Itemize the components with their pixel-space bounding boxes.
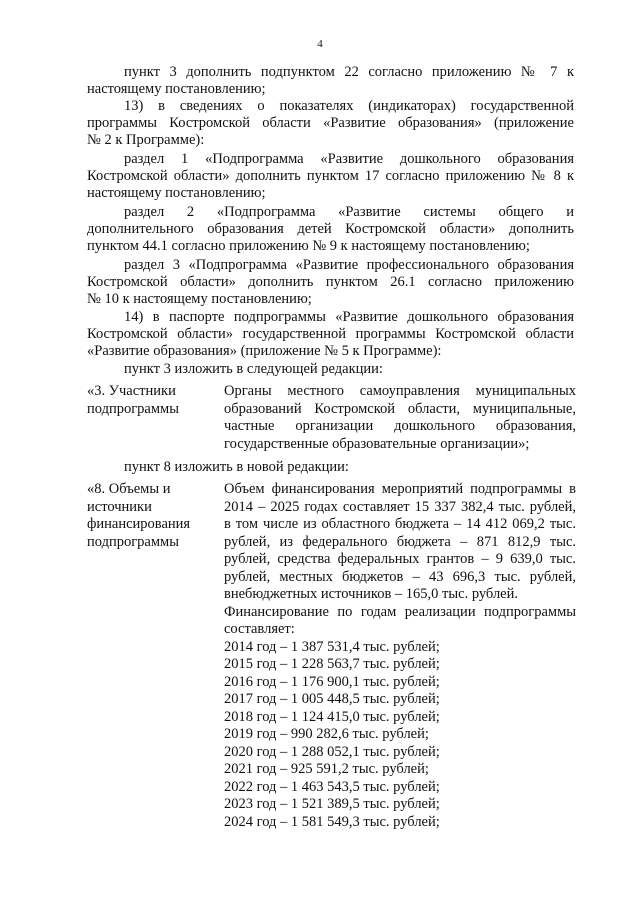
year-line: 2024 год – 1 581 549,3 тыс. рублей;	[224, 813, 440, 830]
value-line: рублей, из федерального бюджета – 871 812,9 тыс.	[224, 533, 576, 550]
value-line: Финансирование по годам реализации подпрограммы	[224, 603, 576, 620]
label-line: подпрограммы	[87, 533, 179, 550]
table2-value	[224, 481, 576, 831]
value-line: 2014 – 2025 годах составляет 15 337 382,4 тыс. рублей,	[224, 498, 576, 515]
paragraph-line: Костромской области» дополнить пунктом 26.1 согласно приложению	[87, 274, 574, 290]
paragraph-line: № 2 к Программе):	[87, 132, 205, 148]
value-line: рублей, местных бюджетов – 43 696,3 тыс. рублей,	[224, 568, 576, 585]
paragraph-line: «Развитие образования» (приложение № 5 к Программе):	[87, 343, 442, 359]
value-line: составляет:	[224, 621, 295, 637]
label-line: источники	[87, 498, 152, 515]
year-line: 2020 год – 1 288 052,1 тыс. рублей;	[224, 743, 440, 760]
table1-label	[87, 383, 179, 418]
paragraph-line: дополнительного образования детей Костромской области» дополнить	[87, 221, 574, 237]
label-line: финансирования	[87, 516, 191, 532]
year-line: 2014 год – 1 387 531,4 тыс. рублей;	[224, 638, 440, 655]
paragraph-line: 14) в паспорте подпрограммы «Развитие дошкольного образования	[124, 309, 574, 325]
paragraph-line: программы Костромской области «Развитие образования» (приложение	[87, 115, 574, 131]
paragraph-line: пунктом 44.1 согласно приложению № 9 к настоящему постановлению;	[87, 238, 530, 254]
page-number: 4	[317, 38, 323, 50]
value-line: образований Костромской области, муниципальные,	[224, 400, 576, 417]
year-line: 2018 год – 1 124 415,0 тыс. рублей;	[224, 708, 440, 725]
value-line: рублей, средства федеральных грантов – 9 639,0 тыс.	[224, 551, 576, 567]
paragraph-line: раздел 2 «Подпрограмма «Развитие системы общего и	[124, 204, 574, 220]
paragraph-line: настоящему постановлению;	[87, 185, 266, 201]
paragraph-line: Костромской области» государственной программы Костромской области	[87, 326, 574, 342]
paragraph-line: раздел 1 «Подпрограмма «Развитие дошкольного образования	[124, 151, 574, 167]
year-line: 2016 год – 1 176 900,1 тыс. рублей;	[224, 673, 440, 690]
year-line: 2019 год – 990 282,6 тыс. рублей;	[224, 726, 429, 742]
value-line: Органы местного самоуправления муниципальных	[224, 383, 576, 399]
table1-value	[224, 383, 576, 453]
label-line: «8. Объемы и	[87, 481, 171, 497]
label-line: подпрограммы	[87, 400, 179, 417]
paragraph-line: раздел 3 «Подпрограмма «Развитие профессионального образования	[124, 257, 574, 273]
year-line: 2015 год – 1 228 563,7 тыс. рублей;	[224, 656, 440, 672]
paragraph-line: пункт 8 изложить в новой редакции:	[124, 459, 349, 475]
paragraph-line: пункт 3 изложить в следующей редакции:	[124, 361, 383, 377]
paragraph-line: № 10 к настоящему постановлению;	[87, 291, 312, 307]
label-line: «3. Участники	[87, 383, 176, 399]
paragraph-line: 13) в сведениях о показателях (индикаторах) государственной	[124, 98, 574, 114]
value-line: Объем финансирования мероприятий подпрограммы в	[224, 481, 576, 497]
paragraph-line: Костромской области» дополнить пунктом 17 согласно приложению № 8 к	[87, 168, 574, 184]
value-line: внебюджетных источников – 165,0 тыс. рублей.	[224, 586, 519, 602]
year-line: 2023 год – 1 521 389,5 тыс. рублей;	[224, 796, 440, 812]
paragraph-line: настоящему постановлению;	[87, 81, 266, 97]
value-line: в том числе из областного бюджета – 14 412 069,2 тыс.	[224, 516, 576, 532]
paragraph-line: пункт 3 дополнить подпунктом 22 согласно приложению № 7 к	[124, 64, 574, 80]
value-line: государственные образовательные организации»;	[224, 435, 530, 452]
year-line: 2017 год – 1 005 448,5 тыс. рублей;	[224, 691, 440, 707]
value-line: частные организации дошкольного образования,	[224, 418, 576, 434]
year-line: 2021 год – 925 591,2 тыс. рублей;	[224, 761, 429, 777]
year-line: 2022 год – 1 463 543,5 тыс. рублей;	[224, 778, 440, 795]
table2-label	[87, 481, 190, 551]
